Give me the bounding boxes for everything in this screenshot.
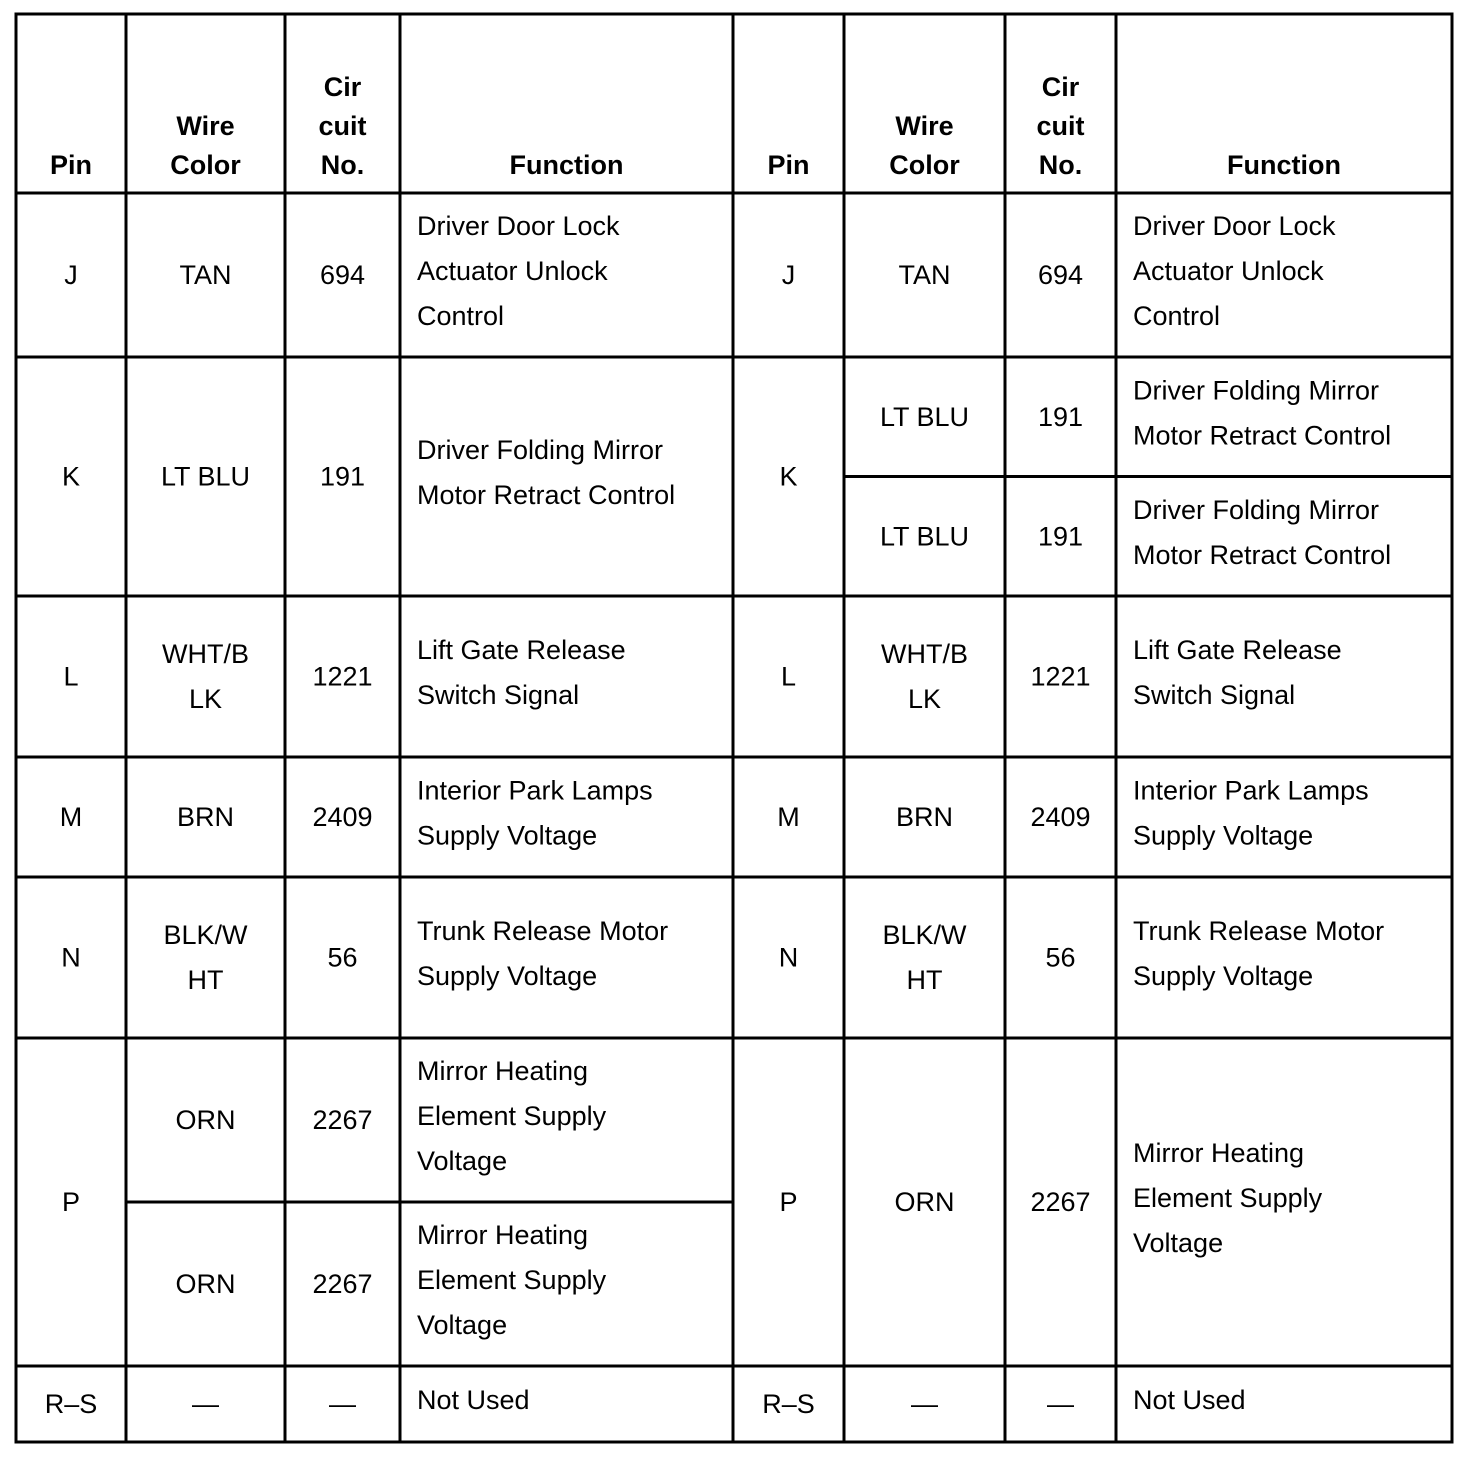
header-pin: Pin xyxy=(49,150,93,180)
wire-color-cell: BRN xyxy=(895,802,954,832)
header-function: Function xyxy=(1227,150,1341,180)
circuit-number-cell: — xyxy=(1047,1389,1074,1419)
wire-color-cell: ORN xyxy=(175,1105,236,1135)
header-circuit-no: Cir cuit No. xyxy=(1036,72,1085,180)
pin-cell: M xyxy=(59,802,83,832)
wire-color-cell: WHT/B LK xyxy=(881,639,968,714)
pin-cell: L xyxy=(780,661,797,692)
function-cell: Trunk Release Motor Supply Voltage xyxy=(417,916,669,991)
wire-color-cell: BLK/W HT xyxy=(882,920,967,995)
pin-cell: M xyxy=(777,802,800,832)
header-pin: Pin xyxy=(767,150,810,180)
function-cell: Lift Gate Release Switch Signal xyxy=(1133,635,1342,710)
pin-cell: R–S xyxy=(44,1389,98,1419)
wire-color-cell: LT BLU xyxy=(879,401,970,432)
wire-color-cell: WHT/B LK xyxy=(162,639,249,714)
pin-cell: R–S xyxy=(762,1389,815,1419)
circuit-number-cell: 191 xyxy=(319,461,366,492)
wire-color-cell: ORN xyxy=(894,1187,955,1217)
function-cell: Mirror Heating Element Supply Voltage xyxy=(417,1056,607,1176)
circuit-number-cell: 1221 xyxy=(312,661,373,692)
circuit-number-cell: 191 xyxy=(1037,401,1084,432)
circuit-number-cell: 2409 xyxy=(1030,802,1091,832)
function-cell: Lift Gate Release Switch Signal xyxy=(417,635,626,710)
circuit-number-cell: 2267 xyxy=(312,1105,373,1135)
function-cell: Not Used xyxy=(1133,1385,1246,1415)
pin-cell: L xyxy=(63,661,79,692)
circuit-number-cell: 694 xyxy=(1037,260,1084,290)
pin-cell: P xyxy=(61,1187,81,1217)
pin-cell: J xyxy=(781,260,796,290)
table-cells xyxy=(45,72,1391,1419)
function-cell: Mirror Heating Element Supply Voltage xyxy=(417,1220,607,1340)
wire-color-cell: LT BLU xyxy=(160,461,251,492)
circuit-number-cell: 694 xyxy=(319,260,366,290)
circuit-number-cell: 1221 xyxy=(1030,661,1091,692)
function-cell: Driver Folding Mirror Motor Retract Control xyxy=(417,435,676,510)
header-wire-color: Wire Color xyxy=(170,111,241,180)
wire-color-cell: TAN xyxy=(179,260,232,290)
header-wire-color: Wire Color xyxy=(889,111,960,180)
pin-cell: N xyxy=(778,942,799,973)
function-cell: Driver Door Lock Actuator Unlock Control xyxy=(1133,211,1336,331)
circuit-number-cell: 2409 xyxy=(312,802,373,832)
circuit-number-cell: 191 xyxy=(1037,521,1084,552)
header-circuit-no: Cir cuit No. xyxy=(318,72,367,180)
function-cell: Trunk Release Motor Supply Voltage xyxy=(1133,916,1385,991)
circuit-number-cell: — xyxy=(329,1389,356,1419)
wire-color-cell: ORN xyxy=(175,1269,236,1299)
wire-color-cell: BRN xyxy=(176,802,235,832)
function-cell: Driver Door Lock Actuator Unlock Control xyxy=(417,211,620,331)
wire-color-cell: LT BLU xyxy=(879,521,970,552)
wire-color-cell: BLK/W HT xyxy=(163,920,248,995)
pin-cell: K xyxy=(61,461,81,492)
function-cell: Driver Folding Mirror Motor Retract Control xyxy=(1133,375,1392,451)
wire-color-cell: — xyxy=(192,1389,219,1419)
pin-cell: N xyxy=(61,942,81,973)
wire-color-cell: — xyxy=(911,1389,938,1419)
function-cell: Driver Folding Mirror Motor Retract Control xyxy=(1133,494,1392,570)
circuit-number-cell: 2267 xyxy=(312,1269,373,1299)
pin-cell: K xyxy=(779,461,798,492)
circuit-number-cell: 2267 xyxy=(1030,1187,1091,1217)
circuit-number-cell: 56 xyxy=(1045,942,1076,973)
wire-color-cell: TAN xyxy=(898,260,951,290)
function-cell: Not Used xyxy=(417,1385,530,1415)
pin-cell: P xyxy=(779,1187,798,1217)
function-cell: Interior Park Lamps Supply Voltage xyxy=(417,775,653,851)
function-cell: Mirror Heating Element Supply Voltage xyxy=(1133,1138,1323,1258)
circuit-number-cell: 56 xyxy=(327,942,358,973)
pin-cell: J xyxy=(64,260,78,290)
header-function: Function xyxy=(509,150,624,180)
function-cell: Interior Park Lamps Supply Voltage xyxy=(1133,775,1369,851)
